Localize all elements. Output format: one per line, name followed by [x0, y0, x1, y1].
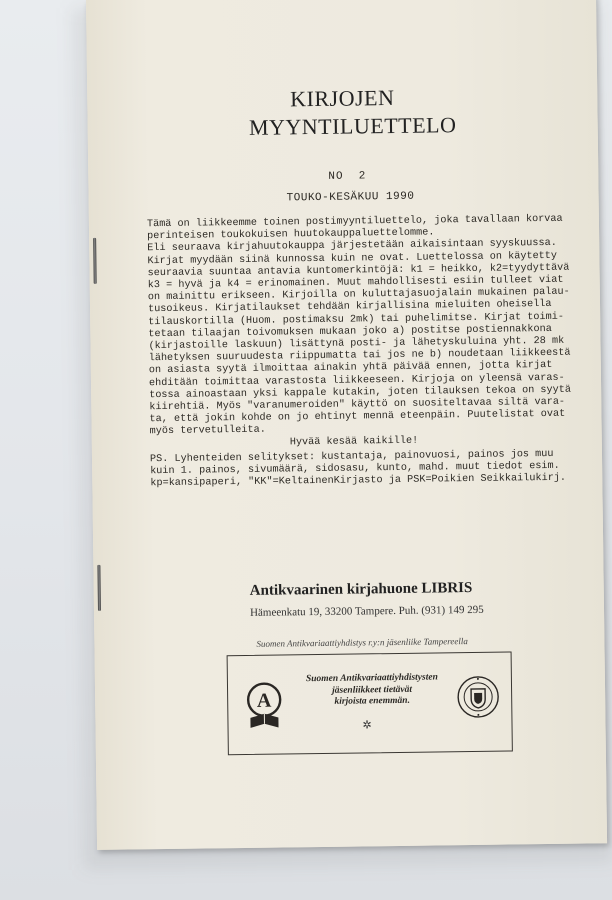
- body-line: on asiasta syytä ilmoittaa ainakin yhtä päivää ennen, jotta kirjat: [148, 360, 553, 377]
- body-line: kiirehtiä. Myös "varanumeroiden" käyttö on suositeltavaa siltä vara-: [149, 396, 566, 414]
- body-line: ehditään toimittaa varastosta liikkeeseen. Kirjoja on yleensä varas-: [148, 372, 565, 389]
- association-slogan: [302, 672, 442, 708]
- body-line: Tämä on liikkeemme toinen postimyyntiluettelo, joka tavallaan korvaa: [146, 213, 563, 231]
- body-line: perinteisen toukokuisen huutokauppaluettelomme.: [147, 227, 435, 243]
- body-line: tusoikeus. Kirjatilaukset tehdään kirjallisina mieluiten oheisella: [147, 299, 552, 316]
- body-line: (kirjastoille laskuun) lisättynä posti- ja lähetyskuluina yht. 28 mk: [148, 335, 565, 353]
- association-membership: Suomen Antikvariaattiyhdistys r.y:n jäsenliike Tampereella: [256, 636, 468, 649]
- slogan-line: kirjoista enemmän.: [334, 695, 411, 707]
- staple-bottom: [97, 565, 101, 611]
- seal-icon: [456, 675, 501, 720]
- catalog-page: [86, 0, 607, 850]
- body-line: tetaan tilaajan toivomuksen mukaan joko a) postitse postiennakkona: [148, 323, 552, 341]
- body-line: tossa ainoastaan yksi kappale kutakin, joten tilauksen tekoa on syytä: [149, 384, 572, 402]
- body-line: seuraavia suuntaa antavia kuntomerkintöjä: k1 = heikko, k2=tyydyttävä: [147, 262, 570, 280]
- body-line: k3 = hyvä ja k4 = erinomainen. Muut mahdollisesti esiin tulleet viat: [147, 274, 564, 292]
- book-logo-icon: [244, 679, 289, 732]
- shop-address: Hämeenkatu 19, 33200 Tampere. Puh. (931) 149 295: [249, 603, 484, 619]
- association-box: [227, 651, 513, 755]
- ps-abbreviations: [150, 448, 586, 490]
- body-line: Eli seuraava kirjahuutokauppa järjestetään aikaisintaan syyskuussa.: [147, 238, 557, 255]
- ps-line: kuin 1. painos, sivumäärä, sidosasu, kunto, mahd. muut tiedot esim.: [150, 461, 560, 478]
- body-line: myös tervetulleita.: [149, 425, 266, 438]
- body-line: ta, että jokin kohde on jo ehtinyt mennä eteenpäin. Puutelistat ovat: [149, 409, 566, 426]
- issue-number: NO 2: [328, 170, 367, 183]
- body-line: Kirjat myydään siinä kunnossa kuin ne ovat. Luettelossa on käytetty: [147, 250, 558, 267]
- title-line-2: MYYNTILUETTELO: [248, 112, 457, 140]
- body-line: tilauskortilla (Huom. postimaksu 2mk) tai puhelimitse. Kirjat toimi-: [148, 311, 564, 328]
- book-logo-letter: A: [256, 689, 272, 712]
- decorative-mark: ✲: [362, 719, 372, 732]
- ps-line: kp=kansipaperi, "KK"=KeltainenKirjasto ja PSK=Poikien Seikkailukirj.: [150, 473, 567, 490]
- body-line: lähetyksen suuruudesta riippumatta tai jos ne b) noudetaan liikkeestä: [148, 347, 571, 365]
- ps-line: PS. Lyhenteiden selitykset: kustantaja, painovuosi, painos jos muu: [149, 448, 554, 466]
- slogan-line: Suomen Antikvariaattiyhdistysten: [305, 672, 438, 685]
- closing-greeting: Hyvää kesää kaikille!: [289, 435, 419, 449]
- body-line: on mainittu erikseen. Kirjoilla on kuluttajasuojalain mukainen palau-: [147, 286, 570, 304]
- staple-top: [93, 238, 97, 284]
- slogan-line: jäsenliikkeet tietävät: [332, 684, 413, 696]
- body-text: [147, 214, 586, 452]
- title-line-1: KIRJOJEN: [290, 84, 395, 112]
- issue-date: TOUKO-KESÄKUU 1990: [286, 190, 415, 205]
- shop-name: Antikvaarinen kirjahuone LIBRIS: [249, 579, 473, 599]
